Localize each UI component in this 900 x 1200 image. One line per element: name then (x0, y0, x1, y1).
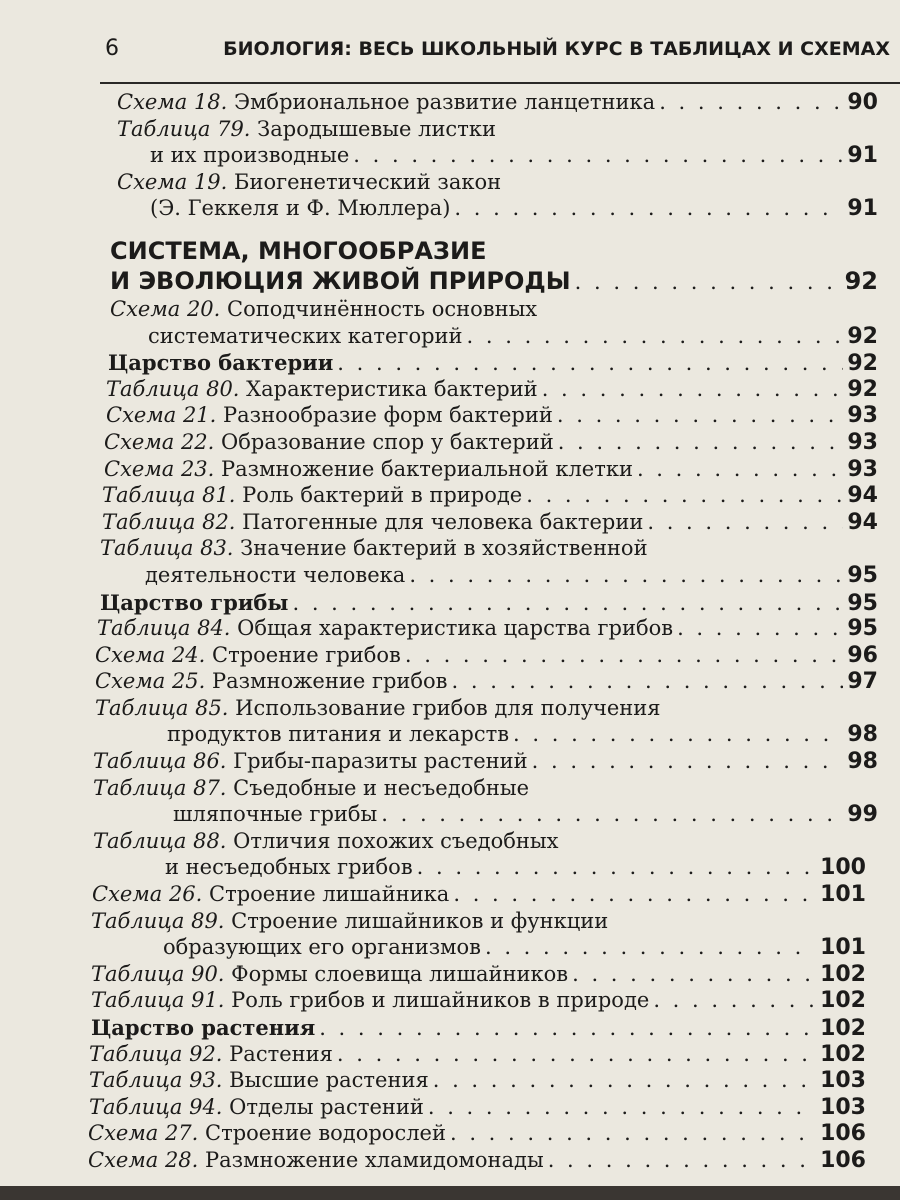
dot-leader (558, 430, 844, 454)
dot-leader (453, 882, 816, 906)
page-ref: 94 (847, 483, 878, 509)
dot-leader (485, 935, 816, 959)
page-ref: 93 (847, 456, 878, 482)
dot-leader (319, 1016, 816, 1040)
table-of-contents (0, 90, 900, 1175)
entry-title: систематических категорий (148, 323, 463, 348)
kingdom-heading: Царство бактерии (108, 350, 334, 376)
page-ref: 106 (820, 1147, 866, 1173)
dot-leader (454, 196, 843, 220)
toc-line (0, 483, 900, 510)
page-ref: 95 (847, 562, 878, 588)
entry-label: Схема 24. (95, 642, 206, 667)
page-ref: 102 (820, 961, 866, 987)
entry-title: Размножение бактериальной клетки (214, 456, 633, 481)
toc-line (0, 377, 900, 404)
entry-label: Таблица 90. (91, 961, 225, 986)
toc-line (0, 117, 900, 144)
dot-leader (417, 855, 816, 879)
toc-line (0, 143, 900, 170)
page-ref: 98 (847, 722, 878, 748)
page-ref: 106 (820, 1121, 866, 1147)
toc-line (0, 510, 900, 537)
toc-line (0, 988, 900, 1015)
entry-label: Таблица 93. (89, 1068, 223, 1093)
page-ref: 102 (820, 1016, 866, 1041)
toc-line (0, 776, 900, 803)
entry-title: Строение водорослей (198, 1121, 446, 1146)
entry-title: Съедобные и несъедобные (226, 775, 530, 800)
entry-label: Схема 26. (92, 882, 203, 907)
toc-line (0, 297, 900, 324)
dot-leader (513, 722, 843, 746)
kingdom-heading: Царство растения (91, 1015, 316, 1040)
toc-line (0, 536, 900, 563)
entry-label: Таблица 84. (97, 616, 231, 641)
entry-label: Таблица 83. (100, 536, 234, 561)
running-title: БИОЛОГИЯ: ВЕСЬ ШКОЛЬНЫЙ КУРС В ТАБЛИЦАХ И СХЕМАХ (223, 38, 890, 60)
toc-line (0, 350, 900, 377)
entry-title: Строение лишайников и функции (224, 908, 609, 933)
entry-label: Схема 18. (117, 90, 228, 114)
dot-leader (337, 351, 843, 375)
entry-label: Таблица 92. (89, 1041, 223, 1066)
entry-label: Схема 28. (88, 1147, 199, 1172)
entry-title: Соподчинённость основных (220, 296, 538, 321)
entry-title: Разнообразие форм бактерий (216, 403, 553, 428)
toc-line (0, 1095, 900, 1122)
toc-line (0, 324, 900, 351)
page-ref: 95 (847, 616, 878, 642)
entry-title: Грибы-паразиты растений (226, 749, 528, 774)
entry-title: Значение бактерий в хозяйственной (233, 536, 648, 561)
toc-line (0, 590, 900, 617)
entry-label: Схема 20. (110, 296, 221, 321)
page-ref: 91 (847, 196, 878, 222)
page-ref: 97 (847, 669, 878, 695)
toc-line (0, 90, 900, 117)
toc-line (0, 403, 900, 430)
entry-label: Схема 23. (104, 456, 215, 481)
entry-title: Отличия похожих съедобных (226, 828, 559, 853)
dot-leader (542, 377, 844, 401)
page-ref: 90 (847, 90, 878, 115)
entry-label: Схема 27. (88, 1121, 199, 1146)
page-header (0, 28, 900, 82)
dot-leader (452, 669, 844, 693)
entry-title: и несъедобных грибов (165, 855, 413, 880)
toc-line (0, 267, 900, 297)
toc-line (0, 855, 900, 882)
toc-line (0, 196, 900, 223)
dot-leader (292, 591, 843, 615)
page-ref: 102 (820, 988, 866, 1014)
entry-title: Высшие растения (222, 1068, 429, 1093)
dot-leader (677, 616, 843, 640)
entry-label: Схема 22. (104, 429, 215, 454)
toc-line (0, 935, 900, 962)
toc-line (0, 563, 900, 590)
page-ref: 101 (820, 882, 866, 908)
entry-label: Таблица 86. (93, 749, 227, 774)
entry-title: Биогенетический закон (227, 169, 502, 194)
page-ref: 101 (820, 935, 866, 961)
entry-title: Общая характеристика царства грибов (230, 616, 674, 641)
page-bottom-edge (0, 1186, 900, 1200)
page-ref: 92 (847, 376, 878, 402)
page-ref: 103 (820, 1068, 866, 1094)
page-ref: 100 (820, 855, 866, 881)
toc-line (0, 430, 900, 457)
entry-label: Таблица 81. (102, 483, 236, 508)
entry-label: Таблица 94. (89, 1094, 223, 1119)
toc-line (0, 616, 900, 643)
toc-line (0, 909, 900, 936)
header-rule (100, 82, 900, 84)
entry-title: Зародышевые листки (250, 116, 496, 141)
toc-line (0, 1068, 900, 1095)
dot-leader (653, 988, 816, 1012)
page-number: 6 (105, 36, 119, 61)
entry-title: Строение лишайника (202, 882, 450, 907)
dot-leader (353, 143, 843, 167)
page-ref: 95 (847, 590, 878, 616)
entry-title: деятельности человека (145, 562, 406, 587)
entry-title: Характеристика бактерий (239, 376, 538, 401)
entry-label: Таблица 80. (106, 376, 240, 401)
dot-leader (557, 403, 844, 427)
page-ref: 102 (820, 1041, 866, 1067)
page-ref: 91 (847, 143, 878, 169)
dot-leader (548, 1148, 816, 1172)
toc-line (0, 1148, 900, 1175)
dot-leader (381, 802, 843, 826)
toc-line (0, 722, 900, 749)
entry-title: Строение грибов (205, 642, 401, 667)
toc-line (0, 749, 900, 776)
entry-label: Схема 21. (106, 403, 217, 428)
toc-line (0, 882, 900, 909)
dot-leader (532, 749, 844, 773)
entry-title: Патогенные для человека бактерии (235, 509, 644, 534)
dot-leader (467, 324, 844, 348)
page-ref: 96 (847, 642, 878, 668)
entry-title: образующих его организмов (163, 935, 481, 960)
toc-line (0, 829, 900, 856)
toc-line (0, 1042, 900, 1069)
toc-line (0, 170, 900, 197)
entry-label: Таблица 91. (91, 988, 225, 1013)
kingdom-heading: Царство грибы (100, 589, 289, 615)
toc-line (0, 696, 900, 723)
entry-title: Роль грибов и лишайников в природе (224, 988, 650, 1013)
toc-line (0, 643, 900, 670)
entry-label: Таблица 85. (95, 695, 229, 720)
toc-line (0, 802, 900, 829)
entry-label: Схема 19. (117, 169, 228, 194)
entry-title: Роль бактерий в природе (235, 483, 523, 508)
page-ref: 99 (847, 802, 878, 828)
entry-title: (Э. Геккеля и Ф. Мюллера) (150, 196, 451, 221)
page-ref: 98 (847, 749, 878, 775)
entry-label: Таблица 82. (102, 509, 236, 534)
entry-title: шляпочные грибы (173, 802, 378, 827)
dot-leader (337, 1042, 816, 1066)
dot-leader (637, 457, 843, 481)
entry-title: Размножение хламидомонады (198, 1147, 544, 1172)
section-heading: СИСТЕМА, МНОГООБРАЗИЕ (110, 236, 487, 265)
page-ref: 93 (847, 403, 878, 429)
entry-label: Таблица 79. (117, 116, 251, 141)
dot-leader (433, 1068, 816, 1092)
dot-leader (572, 962, 816, 986)
entry-title: и их производные (150, 143, 350, 168)
section-heading: И ЭВОЛЮЦИЯ ЖИВОЙ ПРИРОДЫ (110, 266, 571, 295)
entry-label: Таблица 89. (91, 908, 225, 933)
toc-line (0, 1121, 900, 1148)
entry-title: Использование грибов для получения (228, 695, 661, 720)
entry-title: Отделы растений (222, 1094, 424, 1119)
toc-line (0, 962, 900, 989)
entry-title: продуктов питания и лекарств (167, 722, 510, 747)
entry-title: Размножение грибов (205, 669, 448, 694)
dot-leader (450, 1121, 816, 1145)
page-ref: 92 (847, 351, 878, 377)
toc-line (0, 669, 900, 696)
toc-line (0, 237, 900, 267)
dot-leader (428, 1095, 816, 1119)
entry-title: Эмбриональное развитие ланцетника (227, 90, 656, 114)
dot-leader (405, 643, 844, 667)
entry-title: Образование спор у бактерий (214, 429, 554, 454)
entry-title: Растения (222, 1041, 333, 1066)
dot-leader (659, 90, 843, 114)
toc-line (0, 457, 900, 484)
dot-leader (409, 563, 843, 587)
page-ref: 93 (847, 429, 878, 455)
entry-title: Формы слоевища лишайников (224, 961, 569, 986)
page-ref: 103 (820, 1094, 866, 1120)
page-ref: 92 (844, 266, 878, 295)
dot-leader (526, 483, 843, 507)
entry-label: Таблица 88. (93, 828, 227, 853)
toc-line (0, 1015, 900, 1042)
entry-label: Схема 25. (95, 669, 206, 694)
dot-leader (647, 510, 843, 534)
page-ref: 92 (847, 323, 878, 349)
dot-leader (575, 270, 841, 294)
entry-label: Таблица 87. (93, 775, 227, 800)
page-ref: 94 (847, 509, 878, 535)
